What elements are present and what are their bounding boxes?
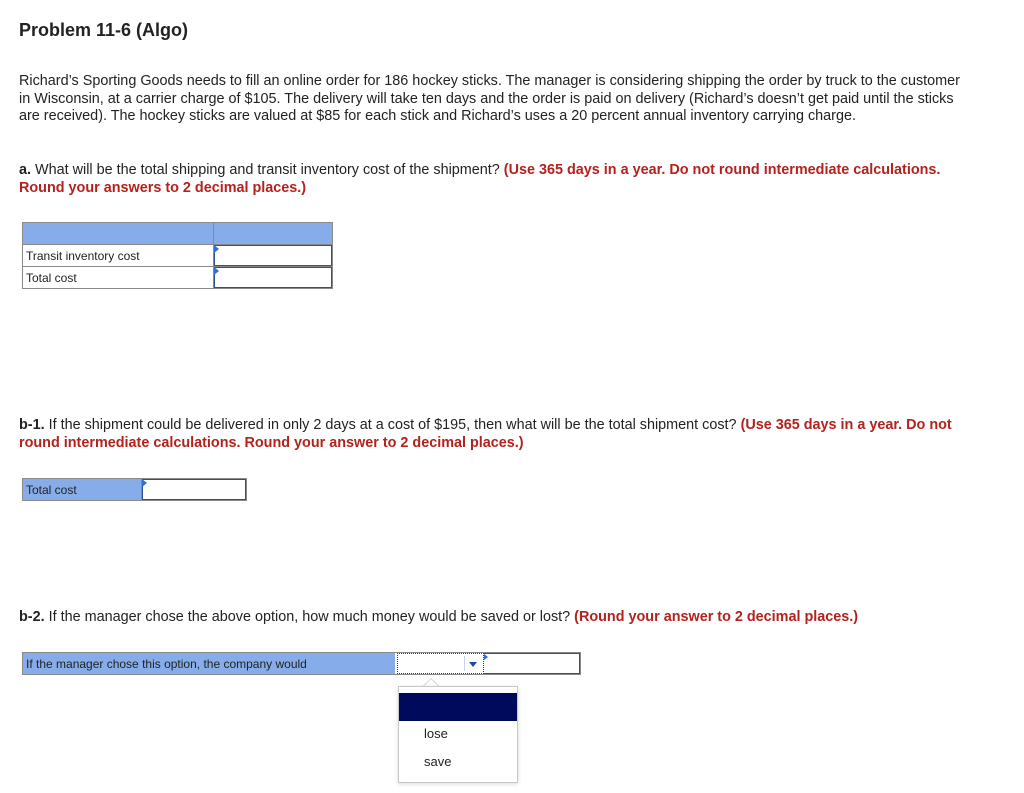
part-b2-table bbox=[22, 652, 581, 675]
part-b2-label: b-2. bbox=[19, 609, 45, 625]
part-a-question bbox=[19, 162, 964, 197]
total-cost-input[interactable] bbox=[214, 267, 332, 288]
dropdown-option-lose[interactable]: lose bbox=[424, 726, 448, 741]
transit-inventory-cost-input[interactable] bbox=[214, 245, 332, 266]
chevron-down-icon[interactable] bbox=[464, 656, 481, 671]
answer-marker-icon bbox=[142, 479, 147, 487]
answer-marker-icon bbox=[214, 267, 219, 275]
saved-or-lost-select[interactable] bbox=[397, 653, 484, 674]
header-cell bbox=[23, 223, 214, 245]
part-a-instruction: (Use 365 days in a year. Do not round intermediate calculations. Round your answers to 2 decimal places.) bbox=[19, 162, 941, 196]
dropdown-pointer bbox=[423, 678, 439, 686]
table-row bbox=[23, 245, 333, 267]
table-header-row bbox=[23, 223, 333, 245]
page-title: Problem 11-6 (Algo) bbox=[19, 20, 189, 40]
part-b2-instruction: (Round your answer to 2 decimal places.) bbox=[574, 609, 859, 625]
part-a-text: What will be the total shipping and transit inventory cost of the shipment? bbox=[35, 162, 500, 178]
input-cell bbox=[142, 479, 247, 501]
dropdown-option-blank[interactable] bbox=[399, 693, 517, 721]
b2-amount-input[interactable] bbox=[483, 653, 580, 674]
row-label-total-cost: Total cost bbox=[23, 479, 142, 501]
part-b1-instruction: (Use 365 days in a year. Do not round intermediate calculations. Round your answer to 2 decimal places.) bbox=[19, 417, 952, 451]
answer-marker-icon bbox=[214, 245, 219, 253]
part-b1-table bbox=[22, 478, 247, 501]
part-b2-question bbox=[19, 609, 964, 627]
part-a-label: a. bbox=[19, 162, 32, 178]
part-b1-label: b-1. bbox=[19, 417, 45, 433]
part-b1-text: If the shipment could be delivered in only 2 days at a cost of $195, then what will be the total shipment cost? bbox=[48, 417, 737, 433]
saved-or-lost-dropdown bbox=[398, 686, 518, 783]
part-b1-question bbox=[19, 417, 964, 452]
row-label-total-cost: Total cost bbox=[23, 267, 214, 289]
dropdown-option-save[interactable]: save bbox=[424, 754, 452, 769]
problem-intro: Richard’s Sporting Goods needs to fill an online order for 186 hockey sticks. The manager is considering shipping the order by truck to the customer in Wisconsin, at a carrier charge of $105. The delivery will take ten days and the order is paid on delivery (Richard’s doesn’t get paid until the sticks are received). The hockey sticks are valued at $85 for each stick and Richard’s uses a 20 percent annual inventory carrying charge. bbox=[19, 73, 960, 124]
part-b2-text: If the manager chose the above option, how much money would be saved or lost? bbox=[48, 609, 571, 625]
input-cell bbox=[214, 245, 333, 267]
row-label-company-would: If the manager chose this option, the company would bbox=[23, 653, 396, 675]
table-row bbox=[23, 479, 247, 501]
table-row bbox=[23, 267, 333, 289]
input-cell bbox=[214, 267, 333, 289]
b1-total-cost-input[interactable] bbox=[142, 479, 246, 500]
header-cell bbox=[214, 223, 333, 245]
part-a-table bbox=[22, 222, 333, 289]
table-row bbox=[23, 653, 581, 675]
input-cell bbox=[483, 653, 581, 675]
row-label-transit-inventory-cost: Transit inventory cost bbox=[23, 245, 214, 267]
